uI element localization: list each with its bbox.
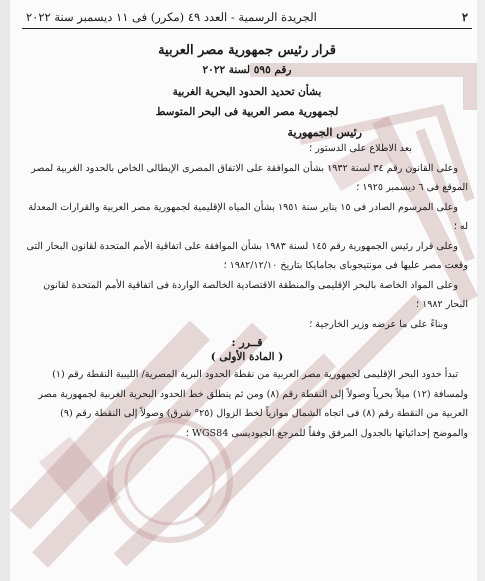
- gazette-issue-line: الجريدة الرسمية - العدد ٤٩ (مكرر) فى ١١ ديسمبر سنة ٢٠٢٢: [26, 10, 317, 24]
- decree-subject-line-2: لجمهورية مصر العربية فى البحر المتوسط: [155, 106, 339, 118]
- decree-title: قرار رئيس جمهورية مصر العربية: [158, 43, 336, 58]
- preamble-clause: وبناءً على ما عرضه وزير الخارجية ؛: [309, 318, 448, 330]
- article-title: ( المادة الأولى ): [210, 351, 284, 363]
- decree-number: رقم ٥٩٥ لسنة ٢٠٢٢: [202, 64, 292, 76]
- page-edge-left: [0, 0, 10, 581]
- gazette-header: [22, 6, 472, 29]
- preamble-clause: وعلى قرار رئيس الجمهورية رقم ١٤٥ لسنة ١٩٨٣ بشأن الموافقة على اتفاقية الأمم المتحدة لقانون البحار التى وقعت مصر عليها فى مونتيجوباى بجامايكا بتاريخ ١٩٨٢/١٢/١٠ ؛: [26, 240, 468, 271]
- document-content: [22, 6, 472, 443]
- article-text: تبدأ حدود البحر الإقليمى لجمهورية مصر العربية من نقطة الحدود البرية المصرية/ الليبية النقطة رقم (١) ولمسافة (١٢) ميلاً بحرياً وصولاً إلى النقطة رقم (٨) ومن ثم ينطلق خط الحدود البحرية الغربية لجمهورية مصر العربية من النقطة رقم (٨) فى اتجاه الشمال موازياً لخط الزوال (٢٥° شرق) وصولاً إلى النقطة رقم (٩) والموضح إحداثياتها بالجدول المرفق وفقاً للمرجع الجيوديسى WGS84 ؛: [38, 369, 468, 439]
- preamble: [22, 139, 472, 334]
- decision-heading: قــرر :: [231, 336, 263, 349]
- preamble-clause: وعلى القانون رقم ٣٤ لسنة ١٩٣٢ بشأن الموافقة على الاتفاق المصرى الإيطالى الخاص بالحدود الغربية لمصر الموقع فى ٦ ديسمبر ١٩٢٥ ؛: [31, 162, 468, 193]
- preamble-clause: بعد الاطلاع على الدستور ؛: [309, 143, 412, 154]
- page-edge-right: [477, 0, 485, 581]
- page-number: ٢: [461, 10, 468, 24]
- decree-subject-line-1: بشأن تحديد الحدود البحرية الغربية: [172, 86, 322, 98]
- preamble-clause: وعلى المرسوم الصادر فى ١٥ يناير سنة ١٩٥١ بشأن المياه الإقليمية لجمهورية مصر العربية والقرارات المعدلة له ؛: [28, 201, 468, 232]
- signer-title: رئيس الجمهورية: [287, 126, 362, 139]
- decree-title-block: [22, 43, 472, 118]
- preamble-clause: وعلى المواد الخاصة بالبحر الإقليمى والمنطقة الاقتصادية الخالصة الواردة فى اتفاقية الأمم المتحدة لقانون البحار ١٩٨٢ ؛: [43, 279, 468, 310]
